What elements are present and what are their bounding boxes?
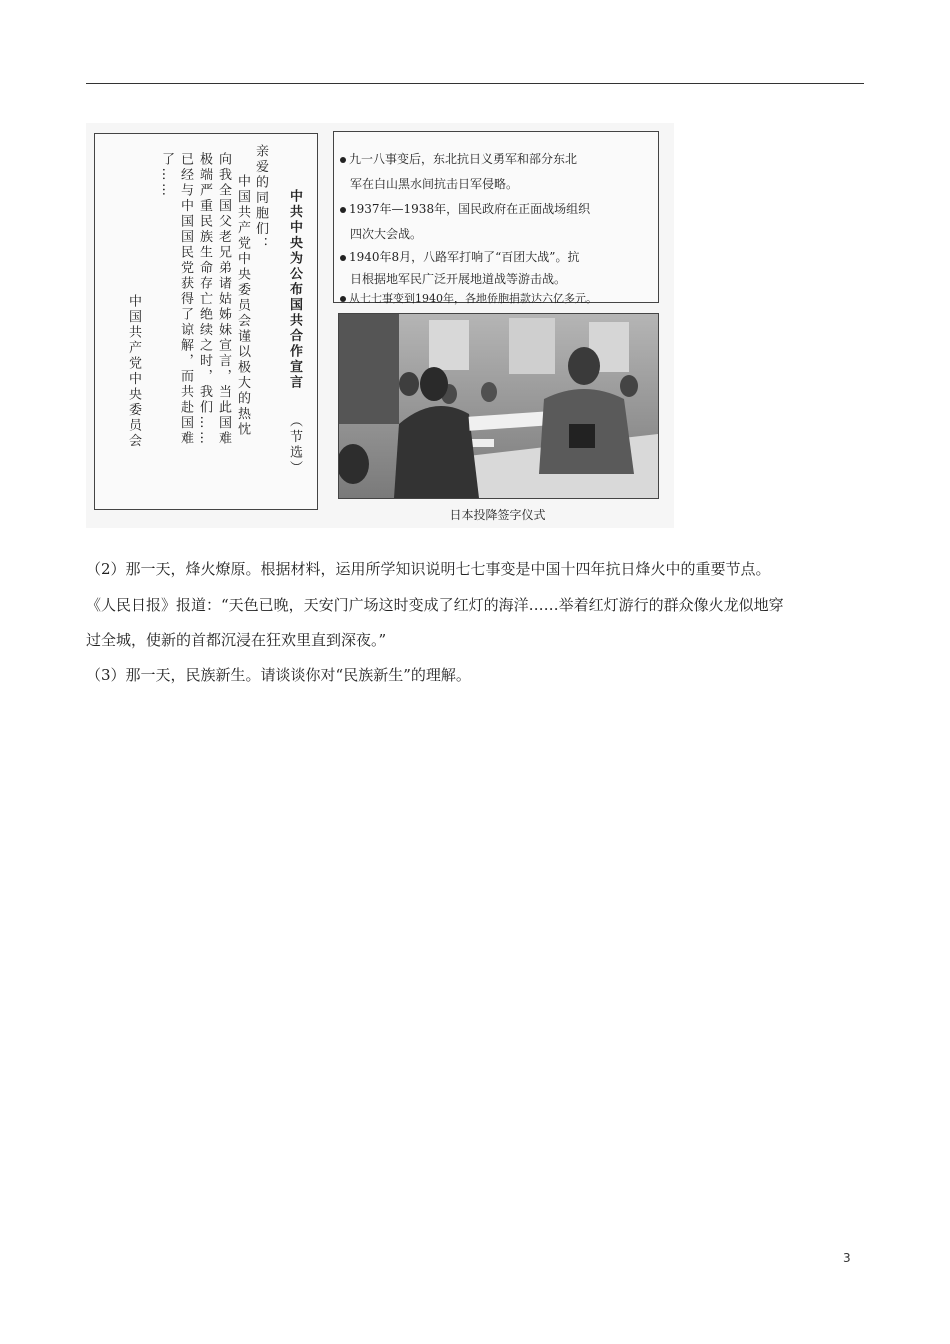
fact-line: 日根据地军民广泛开展地道战等游击战。 [350,272,567,286]
declaration-line: 亲爱的同胞们： [253,144,268,253]
bullet-icon [340,255,346,261]
fact-line: 四次大会战。 [350,227,423,241]
material-figure [86,123,674,528]
bullet-icon [340,296,346,302]
fact-line: 九一八事变后，东北抗日义勇军和部分东北 [340,150,577,167]
facts-box [333,131,659,303]
question-2: （2）那一天，烽火燎原。根据材料，运用所学知识说明七七事变是中国十四年抗日烽火中的重要节点。 [86,560,771,578]
declaration-title: 中共中央为公布国共合作宣言 [287,189,302,391]
surrender-photo [338,313,659,499]
declaration-line: 了…… [159,152,174,199]
question-3: （3）那一天，民族新生。请谈谈你对“民族新生”的理解。 [86,666,471,684]
declaration-title-note: （节选） [287,414,302,476]
surrender-photo-illustration [339,314,658,498]
declaration-line: 已经与中国国民党获得了谅解，而共赴国难 [178,152,193,447]
page-number: 3 [843,1251,851,1265]
declaration-signature: 中国共产党中央委员会 [126,294,141,449]
quote-line-2: 过全城，使新的首都沉浸在狂欢里直到深夜。” [86,631,387,649]
fact-line: 1937年—1938年，国民政府在正面战场组织 [340,200,590,217]
photo-caption: 日本投降签字仪式 [449,508,546,522]
declaration-line: 中国共产党中央委员会谨以极大的热忱 [235,174,250,438]
header-rule [86,83,864,84]
quote-line-1: 《人民日报》报道：“天色已晚，天安门广场这时变成了红灯的海洋……举着红灯游行的群众像火龙似地穿 [86,596,784,614]
declaration-panel [94,133,318,510]
fact-line: 1940年8月，八路军打响了“百团大战”。抗 [340,248,579,265]
bullet-icon [340,157,346,163]
fact-line: 从七七事变到1940年，各地侨胞捐款达六亿多元。 [340,290,597,306]
bullet-icon [340,207,346,213]
declaration-line: 向我全国父老兄弟诸姑姊妹宣言，当此国难 [216,152,231,447]
declaration-line: 极端严重民族生命存亡绝续之时，我们…… [197,152,212,447]
fact-line: 军在白山黑水间抗击日军侵略。 [350,177,519,191]
